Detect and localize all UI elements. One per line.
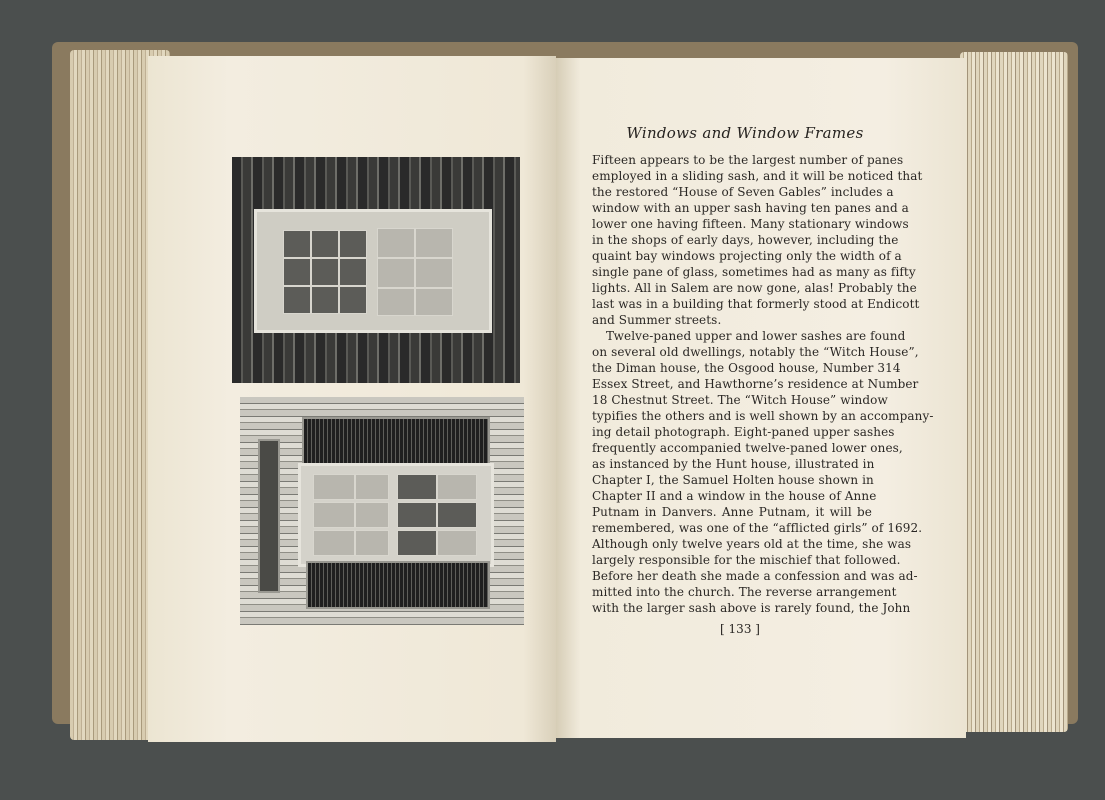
window-pane [377,228,415,258]
window-pane [313,502,355,528]
window-box [258,439,280,593]
window-pane [313,530,355,556]
window-pane [377,258,415,288]
window-pane [283,258,311,286]
text-line: the restored “House of Seven Gables” includes a [592,185,894,199]
window-frame [254,209,492,333]
text-line: mitted into the church. The reverse arrangement [592,585,897,599]
window-pane [355,530,389,556]
window-pane [339,258,367,286]
text-line: as instanced by the Hunt house, illustrated in [592,457,875,471]
text-line: remembered, was one of the “afflicted girls” of 1692. [592,521,923,535]
text-line: largely responsible for the mischief that followed. [592,553,901,567]
photo-rust-window [240,397,524,625]
text-line: with the larger sash above is rarely found, the John [592,601,911,615]
text-line: the Diman house, the Osgood house, Number 314 [592,361,901,375]
text-line: ing detail photograph. Eight-paned upper sashes [592,425,895,439]
photo-phillips-window [232,157,520,383]
window-pane [313,474,355,500]
text-line: typifies the others and is well shown by an accompany- [592,409,934,423]
text-line: lights. All in Salem are now gone, alas! Probably the [592,281,917,295]
window-pane [311,286,339,314]
text-line: and Summer streets. [592,313,722,327]
text-line: single pane of glass, sometimes had as many as fifty [592,265,916,279]
page-number: [ 133 ] [720,622,760,636]
window-pane [283,286,311,314]
body-text [592,152,934,616]
text-line: Before her death she made a confession and was ad- [592,569,918,583]
window-pane [377,288,415,316]
window-pane [415,228,453,258]
window-pane [437,502,477,528]
window-pane [311,258,339,286]
window-pane [339,286,367,314]
text-line: last was in a building that formerly stood at Endicott [592,297,920,311]
text-line: Chapter I, the Samuel Holten house shown in [592,473,874,487]
window-pane [355,502,389,528]
window-shutter [302,417,490,467]
text-line: window with an upper sash having ten panes and a [592,201,909,215]
text-line: lower one having fifteen. Many stationary windows [592,217,909,231]
window-pane [437,474,477,500]
window-frame [298,463,494,567]
text-line: Essex Street, and Hawthorne’s residence at Number [592,377,919,391]
text-line: Twelve-paned upper and lower sashes are found [606,329,906,343]
window-pane [283,230,311,258]
window-pane [415,258,453,288]
window-pane [397,530,437,556]
page-edges-right [960,52,1068,732]
text-line: Although only twelve years old at the time, she was [592,537,912,551]
text-line: Chapter II and a window in the house of Anne [592,489,877,503]
window-shutter [306,561,490,609]
text-line: frequently accompanied twelve-paned lower ones, [592,441,903,455]
text-line: 18 Chestnut Street. The “Witch House” window [592,393,888,407]
text-line: Putnam in Danvers. Anne Putnam, it will be [592,505,872,519]
text-line: quaint bay windows projecting only the width of a [592,249,902,263]
window-pane [415,288,453,316]
text-line: employed in a sliding sash, and it will be noticed that [592,169,923,183]
window-pane [437,530,477,556]
window-pane [397,474,437,500]
window-pane [397,502,437,528]
window-pane [355,474,389,500]
text-line: on several old dwellings, notably the “Witch House”, [592,345,919,359]
window-pane [311,230,339,258]
text-line: in the shops of early days, however, including the [592,233,899,247]
running-head: Windows and Window Frames [626,124,864,142]
window-pane [339,230,367,258]
text-line: Fifteen appears to be the largest number of panes [592,153,904,167]
